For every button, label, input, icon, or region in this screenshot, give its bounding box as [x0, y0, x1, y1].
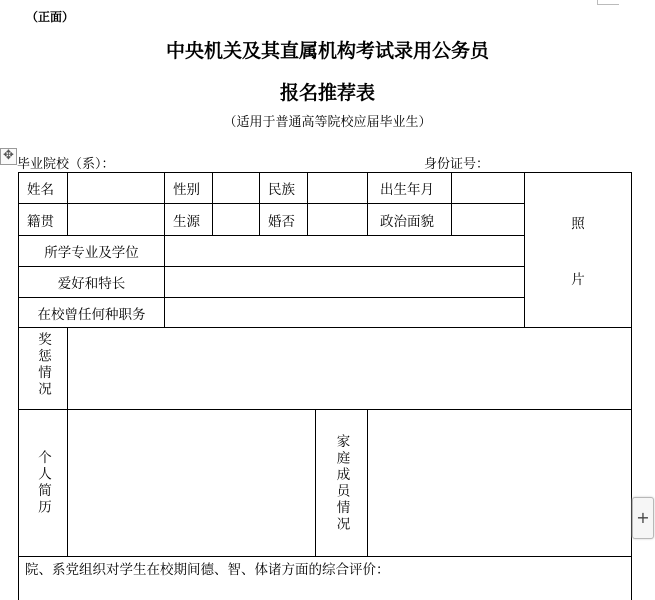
field-hobbies[interactable] [165, 267, 524, 297]
grid-line [524, 172, 525, 327]
field-gender[interactable] [213, 173, 259, 203]
page-corner-mark [597, 0, 619, 5]
label-name: 姓名 [27, 182, 54, 198]
move-arrows-icon: ✥ [3, 148, 14, 163]
label-native-place: 籍贯 [27, 213, 54, 230]
table-move-handle[interactable] [0, 148, 17, 165]
form-scope-note: （适用于普通高等院校应届毕业生） [223, 115, 432, 130]
form-title: 中央机关及其直属机构考试录用公务员 [165, 40, 489, 62]
label-family: 家庭成员情况 [333, 433, 350, 533]
school-label: 毕业院校（系）： [17, 157, 115, 172]
label-major-degree: 所学专业及学位 [44, 245, 139, 261]
id-number-label: 身份证号： [424, 157, 490, 172]
label-gender: 性别 [173, 182, 200, 198]
field-native-place[interactable] [68, 204, 164, 235]
photo-label-1: 照 [571, 216, 585, 232]
label-political: 政治面貌 [380, 213, 434, 230]
plus-icon: + [636, 508, 650, 527]
photo-label-2: 片 [571, 272, 585, 288]
label-student-origin: 生源 [173, 213, 200, 230]
label-birth: 出生年月 [380, 182, 434, 198]
field-student-origin[interactable] [213, 204, 259, 235]
form-subtitle-title: 报名推荐表 [279, 82, 375, 104]
label-marital: 婚否 [268, 213, 295, 230]
field-family[interactable] [368, 410, 631, 556]
field-awards[interactable] [68, 328, 631, 409]
label-resume: 个人简历 [35, 450, 51, 516]
label-awards: 奖惩情况 [35, 332, 51, 398]
awards-label-cell [19, 328, 67, 409]
field-positions[interactable] [165, 298, 524, 327]
field-major-degree[interactable] [165, 236, 524, 266]
field-marital[interactable] [308, 204, 367, 235]
grid-line [259, 172, 260, 235]
resume-label-cell [19, 410, 67, 556]
label-ethnicity: 民族 [268, 182, 295, 198]
grid-line [18, 556, 632, 557]
field-ethnicity[interactable] [308, 173, 367, 203]
field-birth[interactable] [452, 173, 524, 203]
field-political[interactable] [452, 204, 524, 235]
label-hobbies: 爱好和特长 [57, 276, 126, 292]
grid-line [367, 172, 368, 235]
side-tag: （正面） [26, 10, 75, 24]
family-label-cell [316, 410, 367, 556]
label-positions: 在校曾任何种职务 [37, 306, 146, 323]
label-evaluation: 院、系党组织对学生在校期间德、智、体诸方面的综合评价： [25, 562, 390, 578]
field-resume[interactable] [68, 410, 315, 556]
add-row-button[interactable] [632, 497, 654, 539]
field-name[interactable] [68, 173, 164, 203]
field-evaluation[interactable] [19, 578, 631, 600]
